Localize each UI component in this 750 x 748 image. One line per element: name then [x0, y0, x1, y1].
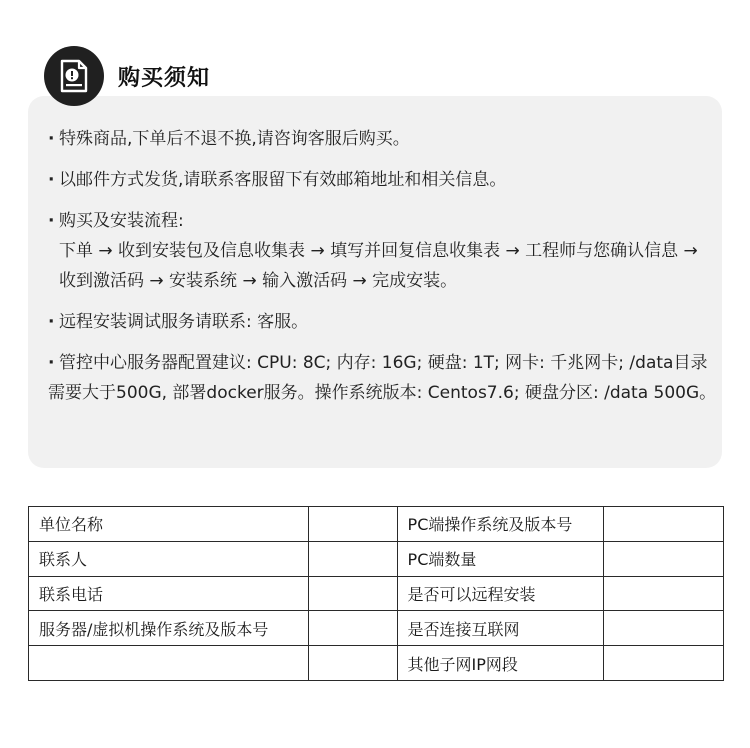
table-row: [29, 611, 724, 646]
table-row: [29, 646, 724, 681]
bullet: ·: [48, 353, 55, 373]
notice-item-server-config: [48, 348, 720, 408]
table-label-cell: 联系人: [29, 541, 309, 576]
table-value-cell: [603, 576, 723, 611]
document-info-icon: [44, 46, 104, 106]
notice-text: 以邮件方式发货,请联系客服留下有效邮箱地址和相关信息。: [59, 170, 507, 190]
notice-item-install-flow: [48, 206, 720, 296]
table-value-cell: [309, 507, 397, 542]
bullet: ·: [48, 312, 55, 332]
table-label-cell: PC端数量: [397, 541, 603, 576]
bullet: ·: [48, 211, 55, 231]
notice-text: 特殊商品,下单后不退不换,请咨询客服后购买。: [59, 129, 410, 149]
table-label-cell: 服务器/虚拟机操作系统及版本号: [29, 611, 309, 646]
section-title: 购买须知: [118, 65, 211, 91]
bullet: ·: [48, 170, 55, 190]
install-flow-steps: 下单 → 收到安装包及信息收集表 → 填写并回复信息收集表 → 工程师与您确认信息 → 收到激活码 → 安装系统 → 输入激活码 → 完成安装。: [59, 241, 698, 291]
notice-list: [48, 124, 720, 419]
notice-item-remote-service: [48, 307, 720, 337]
notice-item-email-delivery: [48, 165, 720, 195]
notice-text: 远程安装调试服务请联系: 客服。: [59, 312, 309, 332]
table-value-cell: [309, 541, 397, 576]
notice-text: 管控中心服务器配置建议: CPU: 8C; 内存: 16G; 硬盘: 1T; 网卡: 千兆网卡; /data目录需要大于500G, 部署docker服务。操作系统版本: Centos7.6; 硬盘分区: /data 500G。: [48, 353, 717, 403]
table-label-cell: PC端操作系统及版本号: [397, 507, 603, 542]
table-row: [29, 541, 724, 576]
table-label-cell: [29, 646, 309, 681]
notice-item-no-return: [48, 124, 720, 154]
bullet: ·: [48, 129, 55, 149]
info-collection-table: [28, 506, 724, 681]
table-row: [29, 576, 724, 611]
table-value-cell: [309, 646, 397, 681]
notice-text: 购买及安装流程:: [59, 211, 184, 231]
table-row: [29, 507, 724, 542]
table-label-cell: 是否可以远程安装: [397, 576, 603, 611]
table-value-cell: [603, 646, 723, 681]
section-header: [44, 46, 210, 106]
table-value-cell: [603, 507, 723, 542]
table-label-cell: 联系电话: [29, 576, 309, 611]
table-value-cell: [603, 611, 723, 646]
table-value-cell: [603, 541, 723, 576]
table-label-cell: 其他子网IP网段: [397, 646, 603, 681]
table-label-cell: 是否连接互联网: [397, 611, 603, 646]
table-value-cell: [309, 576, 397, 611]
table-value-cell: [309, 611, 397, 646]
table-label-cell: 单位名称: [29, 507, 309, 542]
